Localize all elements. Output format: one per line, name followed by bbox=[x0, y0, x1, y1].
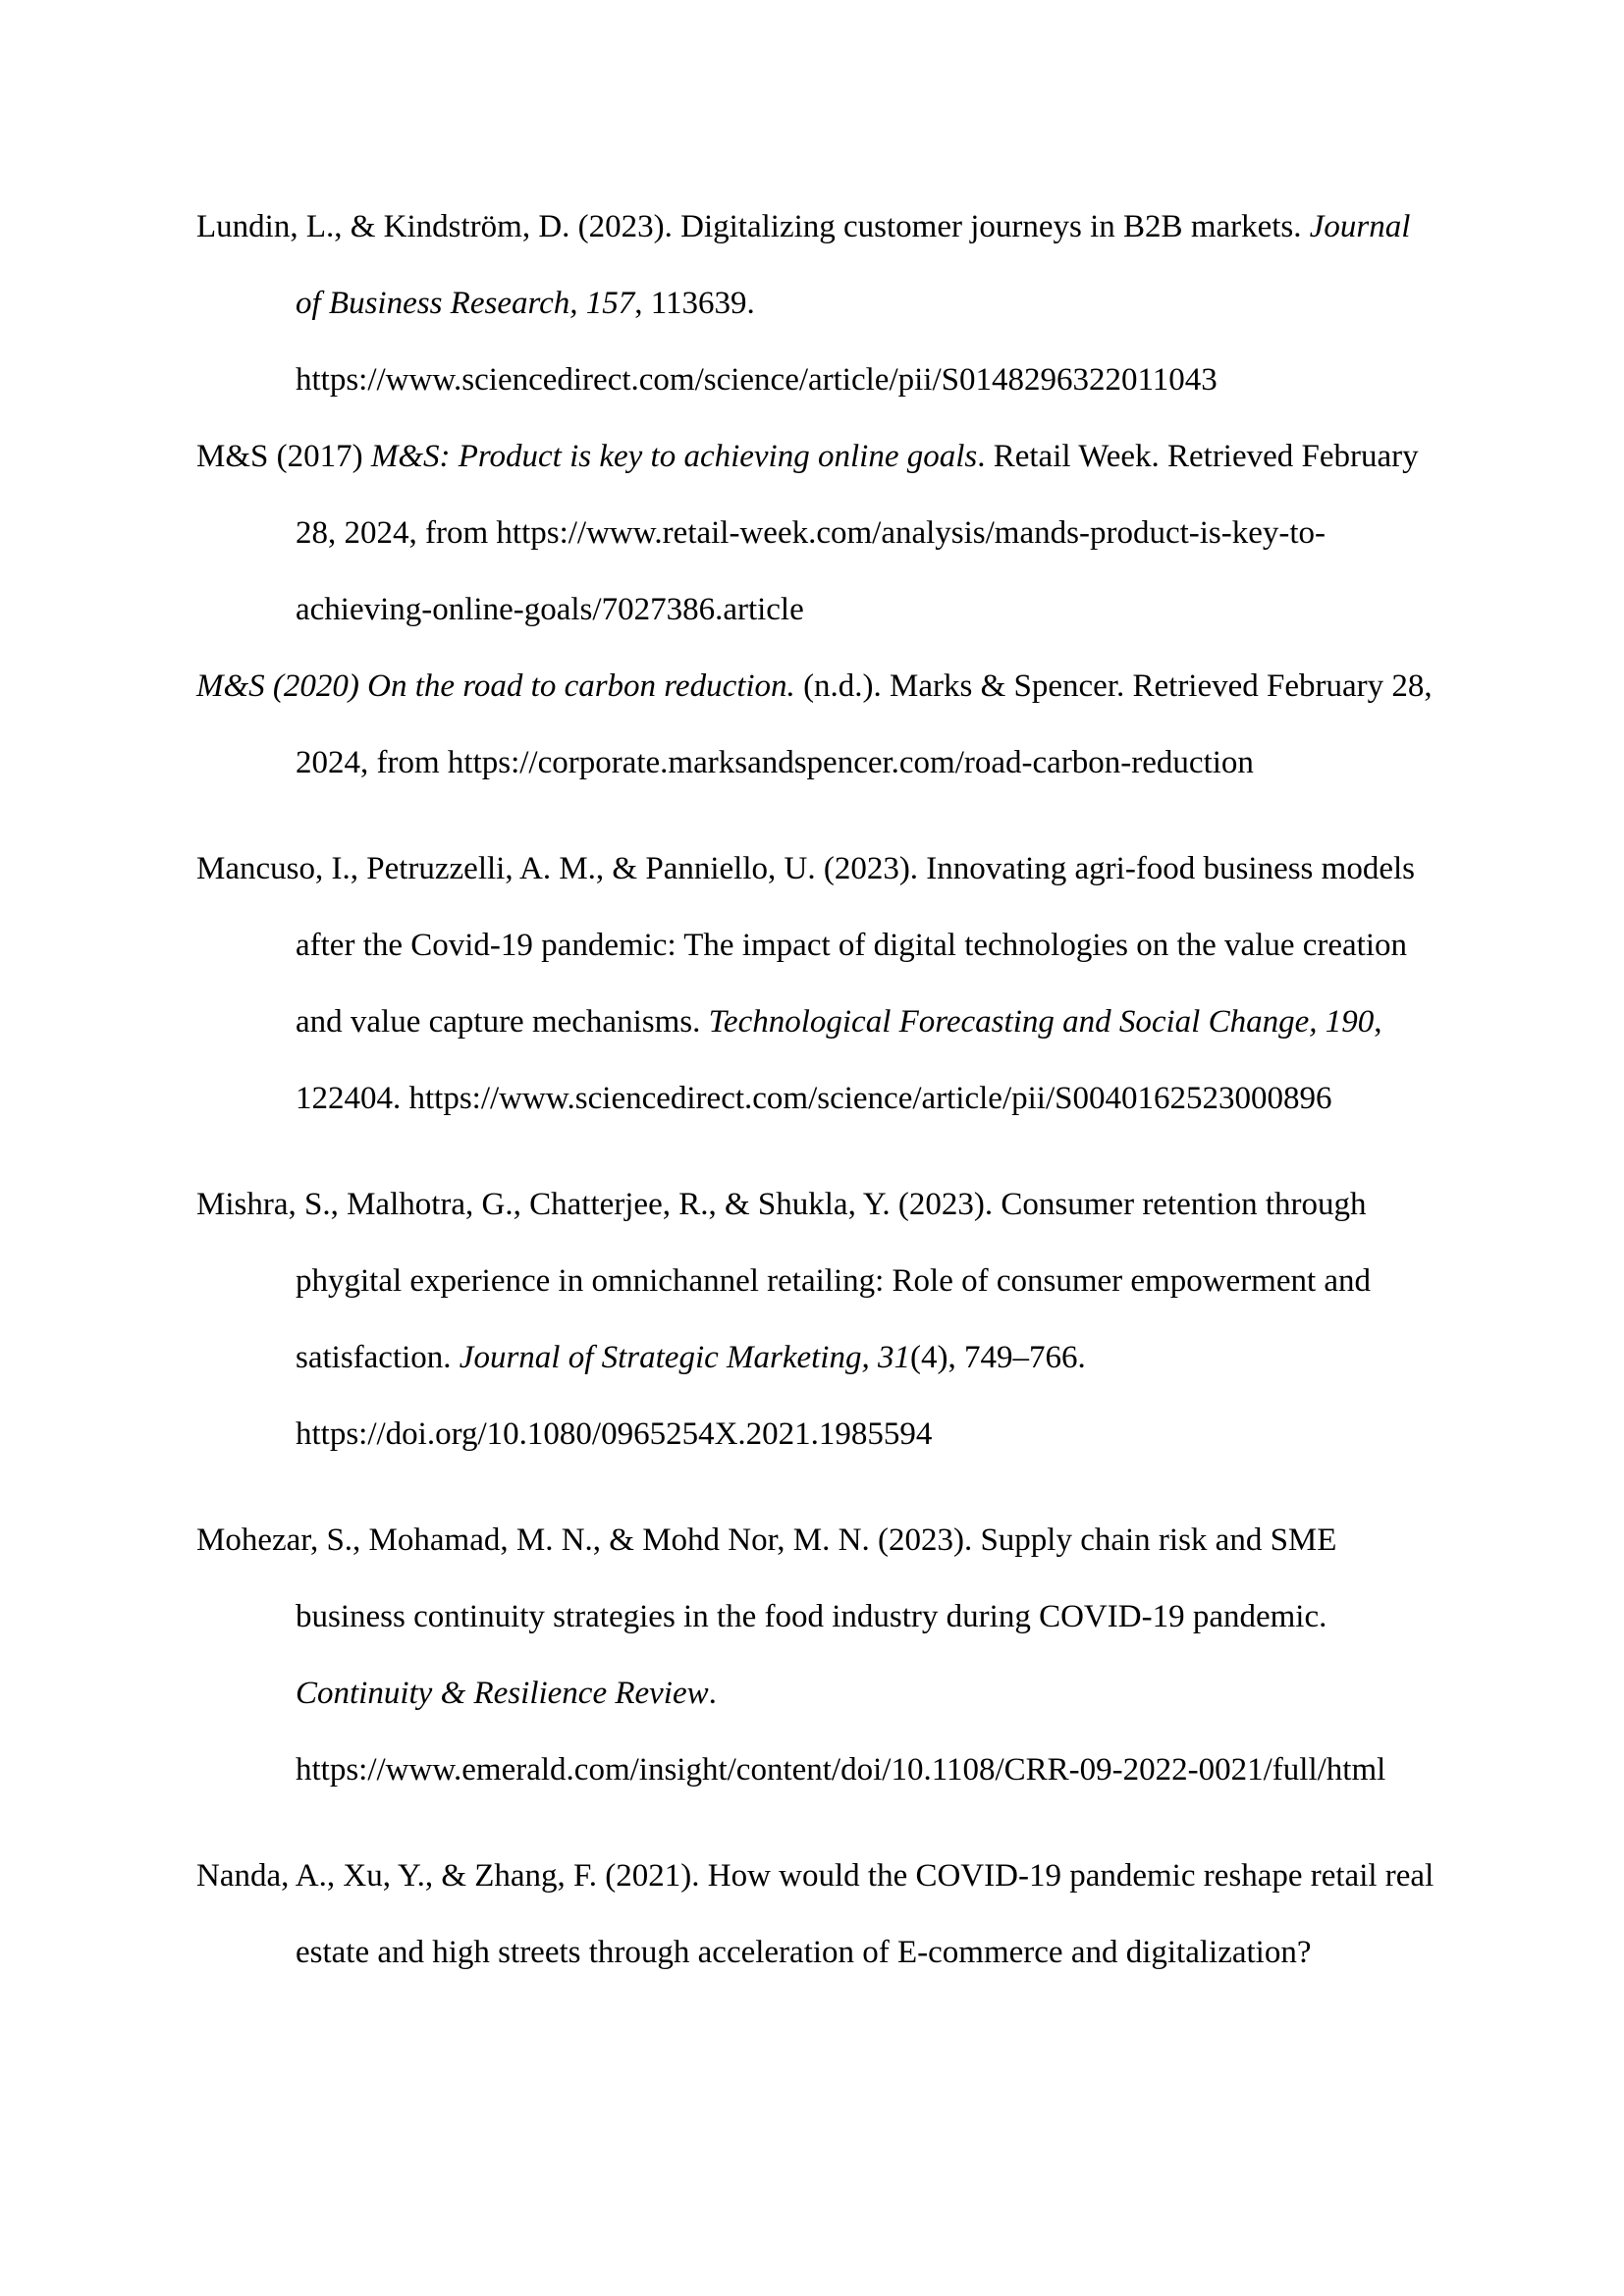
reference-entry-ms-2020 bbox=[196, 648, 1443, 801]
reference-entry-nanda bbox=[196, 1838, 1443, 1991]
reference-text: Mancuso, I., Petruzzelli, A. M., & Panniello, U. (2023). Innovating agri-food business models after the Covid-19 pandemic: The impact of digital technologies on the value creation and value capture mechanisms. bbox=[196, 851, 1415, 1040]
reference-list bbox=[196, 188, 1443, 1991]
reference-title: M&S: Product is key to achieving online goals bbox=[370, 439, 978, 474]
reference-text: , 122404. https://www.sciencedirect.com/science/article/pii/S0040162523000896 bbox=[296, 1004, 1382, 1116]
reference-text: M&S (2017) bbox=[196, 439, 371, 474]
reference-journal: Continuity & Resilience Review bbox=[296, 1676, 709, 1711]
reference-entry-mancuso bbox=[196, 830, 1443, 1137]
reference-text: Lundin, L., & Kindström, D. (2023). Digitalizing customer journeys in B2B markets. bbox=[196, 209, 1310, 244]
reference-journal: Technological Forecasting and Social Change, 190 bbox=[708, 1004, 1375, 1040]
reference-entry-ms-2017 bbox=[196, 418, 1443, 648]
spacer bbox=[196, 1472, 1443, 1502]
reference-text: Mohezar, S., Mohamad, M. N., & Mohd Nor, M. N. (2023). Supply chain risk and SME business continuity strategies in the food industry during COVID-19 pandemic. bbox=[196, 1522, 1337, 1634]
reference-text: . Retail Week. Retrieved February 28, 2024, from https://www.retail-week.com/analysis/mands-product-is-key-to-achieving-online-goals/7027386.article bbox=[296, 439, 1419, 627]
reference-entry-mohezar bbox=[196, 1502, 1443, 1808]
spacer bbox=[196, 801, 1443, 830]
reference-text: , 113639. https://www.sciencedirect.com/science/article/pii/S0148296322011043 bbox=[296, 286, 1218, 398]
reference-text: (n.d.). Marks & Spencer. Retrieved February 28, 2024, from https://corporate.marksandspencer.com/road-carbon-reduction bbox=[296, 668, 1433, 780]
reference-text: . https://www.emerald.com/insight/content/doi/10.1108/CRR-09-2022-0021/full/html bbox=[296, 1676, 1386, 1788]
reference-journal: Journal of Strategic Marketing, 31 bbox=[459, 1340, 910, 1375]
reference-title: M&S (2020) On the road to carbon reduction. bbox=[196, 668, 795, 704]
reference-entry-mishra bbox=[196, 1166, 1443, 1472]
reference-text: Mishra, S., Malhotra, G., Chatterjee, R., & Shukla, Y. (2023). Consumer retention through phygital experience in omnichannel retailing: Role of consumer empowerment and satisfaction. bbox=[196, 1187, 1372, 1375]
spacer bbox=[196, 1808, 1443, 1838]
reference-text: (4), 749–766. https://doi.org/10.1080/0965254X.2021.1985594 bbox=[296, 1340, 1086, 1452]
reference-entry-lundin bbox=[196, 188, 1443, 418]
spacer bbox=[196, 1137, 1443, 1166]
reference-journal: Journal of Business Research, 157 bbox=[296, 209, 1411, 321]
reference-text: Nanda, A., Xu, Y., & Zhang, F. (2021). How would the COVID-19 pandemic reshape retail real estate and high streets through acceleration of E-commerce and digitalization? bbox=[196, 1858, 1435, 1970]
